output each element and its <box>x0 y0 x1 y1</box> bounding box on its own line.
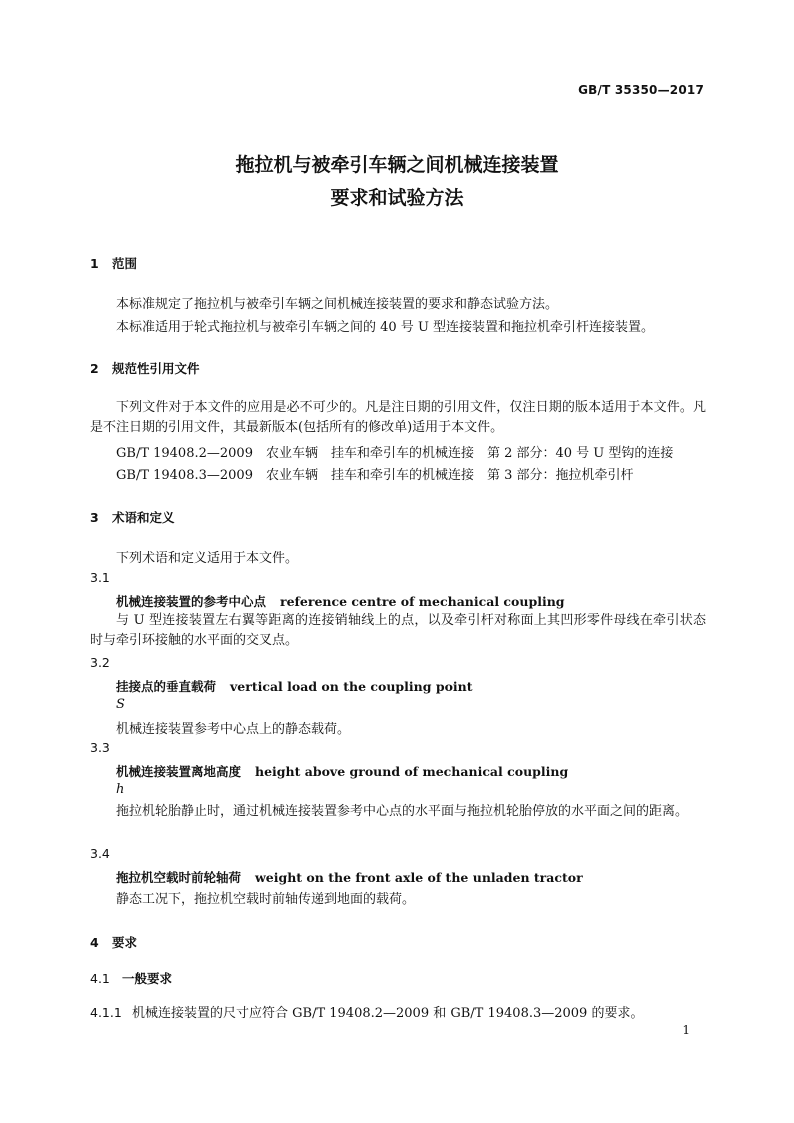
subsection-heading <box>90 969 172 987</box>
term-chinese: 挂接点的垂直载荷 <box>116 679 217 694</box>
subsection-number: 4.1 <box>90 971 110 986</box>
section-3-heading <box>90 508 175 526</box>
term-entry <box>116 592 565 610</box>
clause-text: 机械连接装置的尺寸应符合 GB/T 19408.2—2009 和 GB/T 19408.3—2009 的要求。 <box>132 1006 644 1021</box>
section-title: 术语和定义 <box>112 510 175 525</box>
title-line-1: 拖拉机与被牵引车辆之间机械连接装置 <box>235 154 559 176</box>
term-entry <box>116 677 473 695</box>
section-title: 要求 <box>112 935 138 950</box>
section-number: 4 <box>90 935 99 950</box>
page-number: 1 <box>682 1023 690 1037</box>
section-2-heading <box>90 359 200 377</box>
term-english: weight on the front axle of the unladen tractor <box>255 870 583 885</box>
title-line-2: 要求和试验方法 <box>330 187 464 209</box>
clause-number: 3.2 <box>90 655 110 670</box>
clause-number: 4.1.1 <box>90 1005 122 1020</box>
term-symbol: S <box>116 697 125 712</box>
term-english: reference centre of mechanical coupling <box>280 594 565 609</box>
subsection-title: 一般要求 <box>122 971 173 986</box>
section-1-heading <box>90 254 137 272</box>
term-chinese: 机械连接装置离地高度 <box>116 764 242 779</box>
paragraph: 本标准适用于轮式拖拉机与被牵引车辆之间的 40 号 U 型连接装置和拖拉机牵引杆连接装置。 <box>116 320 655 335</box>
clause-number: 3.4 <box>90 846 110 861</box>
clause-number: 3.1 <box>90 570 110 585</box>
term-definition: 机械连接装置参考中心点上的静态载荷。 <box>116 722 351 737</box>
section-4-heading <box>90 933 137 951</box>
term-chinese: 拖拉机空载时前轮轴荷 <box>116 870 242 885</box>
section-number: 1 <box>90 256 99 271</box>
term-definition: 拖拉机轮胎静止时，通过机械连接装置参考中心点的水平面与拖拉机轮胎停放的水平面之间的距离。 <box>116 804 689 819</box>
reference-item: GB/T 19408.2—2009 农业车辆 挂车和牵引车的机械连接 第 2 部分：40 号 U 型钩的连接 <box>116 446 674 461</box>
term-symbol: h <box>116 782 125 797</box>
standard-code: GB/T 35350—2017 <box>578 83 704 97</box>
term-entry <box>116 762 568 780</box>
clause-item <box>90 1002 643 1021</box>
section-title: 规范性引用文件 <box>112 361 200 376</box>
term-chinese: 机械连接装置的参考中心点 <box>116 594 267 609</box>
section-number: 2 <box>90 361 99 376</box>
term-definition: 与 U 型连接装置左右翼等距离的连接销轴线上的点，以及牵引杆对称面上其凹形零件母线在牵引状态时与牵引环接触的水平面的交叉点。 <box>90 613 706 648</box>
term-english: height above ground of mechanical coupling <box>255 764 569 779</box>
section-number: 3 <box>90 510 99 525</box>
section-title: 范围 <box>112 256 138 271</box>
term-entry <box>116 868 583 886</box>
reference-item: GB/T 19408.3—2009 农业车辆 挂车和牵引车的机械连接 第 3 部分：拖拉机牵引杆 <box>116 468 634 483</box>
paragraph: 下列术语和定义适用于本文件。 <box>116 551 299 566</box>
term-english: vertical load on the coupling point <box>230 679 473 694</box>
term-definition: 静态工况下，拖拉机空载时前轴传递到地面的载荷。 <box>116 892 416 907</box>
paragraph: 本标准规定了拖拉机与被牵引车辆之间机械连接装置的要求和静态试验方法。 <box>116 297 559 312</box>
clause-number: 3.3 <box>90 740 110 755</box>
paragraph: 下列文件对于本文件的应用是必不可少的。凡是注日期的引用文件，仅注日期的版本适用于本文件。凡是不注日期的引用文件，其最新版本(包括所有的修改单)适用于本文件。 <box>90 400 706 435</box>
